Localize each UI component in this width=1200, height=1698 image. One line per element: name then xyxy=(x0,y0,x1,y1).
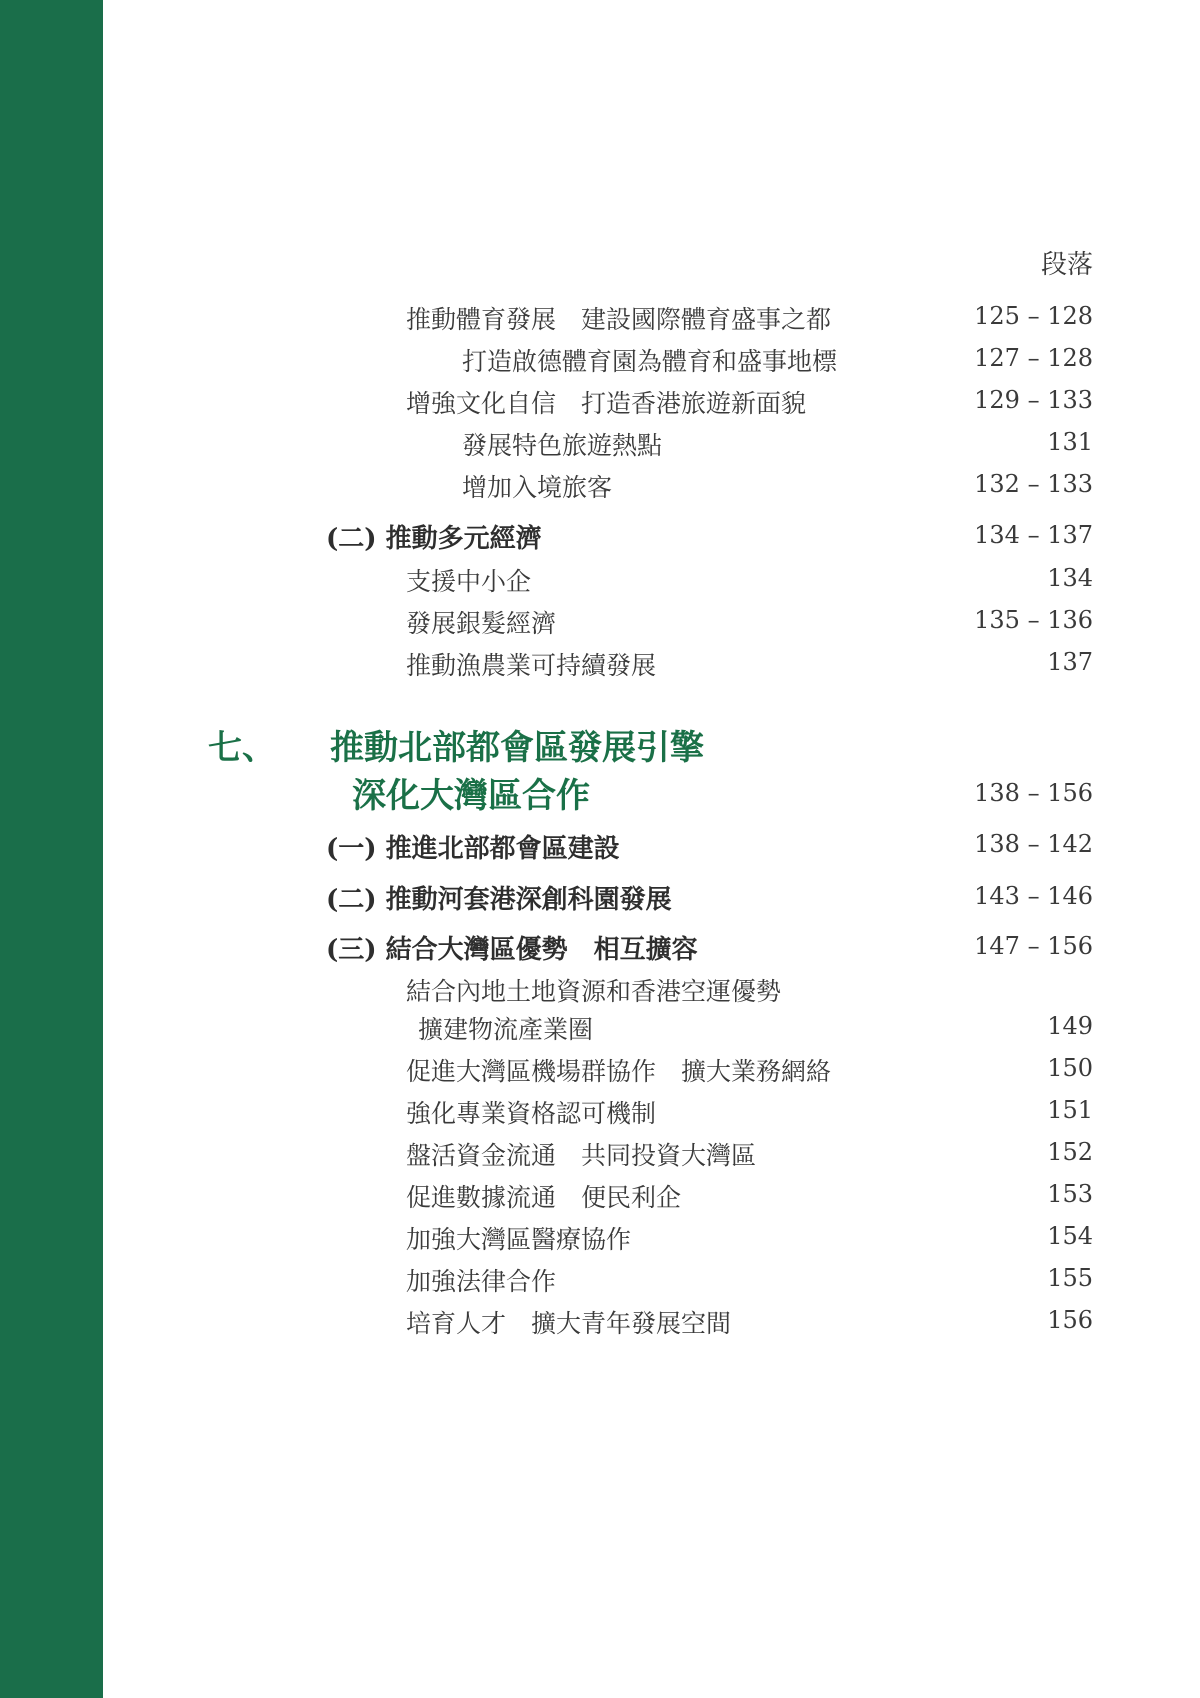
toc-entry-data-flow: 促進數據流通 便民利企 xyxy=(406,1183,682,1212)
toc-section-gba-advantages: (三) 結合大灣區優勢 相互擴容 xyxy=(326,935,698,965)
toc-entry-nurture-talent: 培育人才 擴大青年發展空間 xyxy=(406,1309,732,1338)
toc-pages-culture-tourism: 129 – 133 xyxy=(974,386,1093,414)
toc-entry-sports: 推動體育發展 建設國際體育盛事之都 xyxy=(406,305,832,334)
green-side-band xyxy=(0,0,103,1698)
toc-pages-capital-flow: 152 xyxy=(1047,1138,1093,1166)
toc-pages-professional-qualifications: 151 xyxy=(1047,1096,1093,1124)
toc-pages-nurture-talent: 156 xyxy=(1047,1306,1093,1334)
toc-entry-airport-cluster: 促進大灣區機場群協作 擴大業務網絡 xyxy=(406,1057,832,1086)
toc-entry-culture-tourism: 增強文化自信 打造香港旅遊新面貌 xyxy=(406,389,807,418)
toc-entry-tourism-hotspots: 發展特色旅遊熱點 xyxy=(462,431,663,460)
toc-entry-medical-cooperation: 加強大灣區醫療協作 xyxy=(406,1225,632,1254)
paragraph-column-header: 段落 xyxy=(1040,250,1093,280)
toc-pages-diversified-economy: 134 – 137 xyxy=(974,521,1093,549)
chapter-pages: 138 – 156 xyxy=(974,779,1093,807)
toc-section-diversified-economy: (二) 推動多元經濟 xyxy=(326,524,542,554)
chapter-number: 七、 xyxy=(208,728,276,768)
toc-pages-sports: 125 – 128 xyxy=(974,302,1093,330)
toc-pages-tourism-hotspots: 131 xyxy=(1047,428,1093,456)
toc-section-loop-park: (二) 推動河套港深創科園發展 xyxy=(326,885,672,915)
toc-pages-smes: 134 xyxy=(1047,564,1093,592)
toc-entry-professional-qualifications: 強化專業資格認可機制 xyxy=(406,1099,657,1128)
toc-pages-land-air-transport: 149 xyxy=(1047,1012,1093,1040)
toc-entry-silver-economy: 發展銀髮經濟 xyxy=(406,609,557,638)
toc-entry-land-air-transport: 結合內地土地資源和香港空運優勢 xyxy=(406,977,782,1006)
toc-entry-inbound-visitors: 增加入境旅客 xyxy=(462,473,613,502)
toc-pages-airport-cluster: 150 xyxy=(1047,1054,1093,1082)
toc-pages-inbound-visitors: 132 – 133 xyxy=(974,470,1093,498)
toc-pages-agriculture-fisheries: 137 xyxy=(1047,648,1093,676)
toc-pages-loop-park: 143 – 146 xyxy=(974,882,1093,910)
toc-entry-capital-flow: 盤活資金流通 共同投資大灣區 xyxy=(406,1141,757,1170)
toc-pages-gba-advantages: 147 – 156 xyxy=(974,932,1093,960)
toc-entry-land-air-transport-cont: 擴建物流產業圈 xyxy=(418,1015,594,1044)
toc-pages-data-flow: 153 xyxy=(1047,1180,1093,1208)
toc-section-northern-metropolis: (一) 推進北部都會區建設 xyxy=(326,834,620,864)
toc-pages-kai-tak: 127 – 128 xyxy=(974,344,1093,372)
toc-entry-kai-tak: 打造啟德體育園為體育和盛事地標 xyxy=(462,347,838,376)
toc-pages-silver-economy: 135 – 136 xyxy=(974,606,1093,634)
toc-entry-agriculture-fisheries: 推動漁農業可持續發展 xyxy=(406,651,657,680)
chapter-title-line2: 深化大灣區合作 xyxy=(352,776,590,816)
chapter-title-line1: 推動北部都會區發展引擎 xyxy=(330,728,704,768)
toc-entry-legal-cooperation: 加強法律合作 xyxy=(406,1267,557,1296)
toc-pages-medical-cooperation: 154 xyxy=(1047,1222,1093,1250)
toc-entry-smes: 支援中小企 xyxy=(406,567,532,596)
toc-pages-northern-metropolis: 138 – 142 xyxy=(974,830,1093,858)
toc-pages-legal-cooperation: 155 xyxy=(1047,1264,1093,1292)
